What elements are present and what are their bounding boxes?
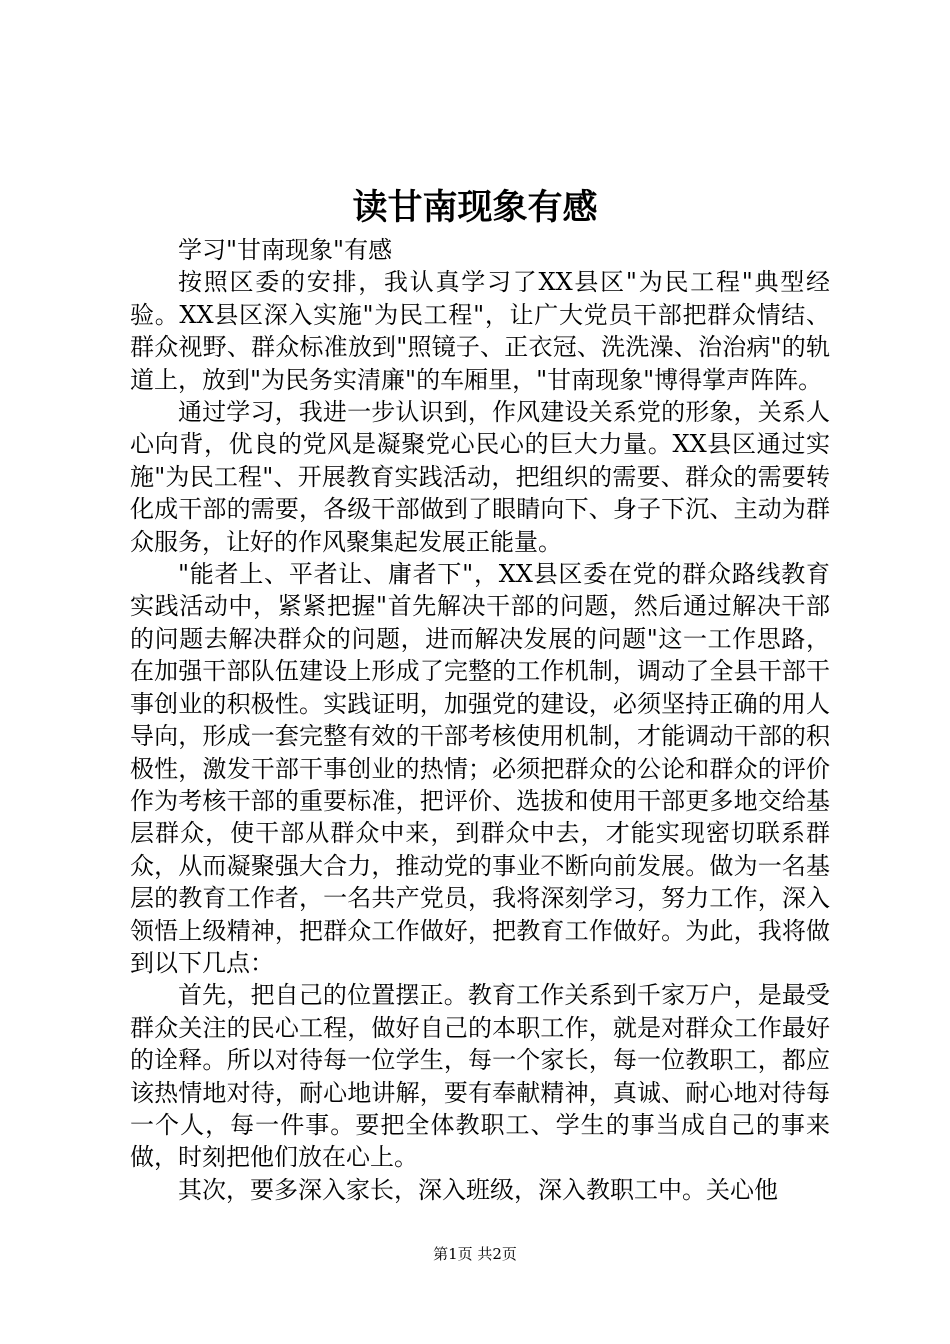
paragraph: 通过学习，我进一步认识到，作风建设关系党的形象，关系人心向背，优良的党风是凝聚党心民心的巨大力量。XX县区通过实施"为民工程"、开展教育实践活动，把组织的需要、群众的需要转化成干部的需要，各级干部做到了眼睛向下、身子下沉、主动为群众服务，让好的作风聚集起发展正能量。 <box>130 398 830 556</box>
paragraph: "能者上、平者让、庸者下"，XX县区委在党的群众路线教育实践活动中，紧紧把握"首先解决干部的问题，然后通过解决干部的问题去解决群众的问题，进而解决发展的问题"这一工作思路，在加强干部队伍建设上形成了完整的工作机制，调动了全县干部干事创业的积极性。实践证明，加强党的建设，必须坚持正确的用人导向，形成一套完整有效的干部考核使用机制，才能调动干部的积极性，激发干部干事创业的热情；必须把群众的公论和群众的评价作为考核干部的重要标准，把评价、选拔和使用干部更多地交给基层群众，使干部从群众中来，到群众中去，才能实现密切联系群众，从而凝聚强大合力，推动党的事业不断向前发展。做为一名基层的教育工作者，一名共产党员，我将深刻学习，努力工作，深入领悟上级精神，把群众工作做好，把教育工作做好。为此，我将做到以下几点： <box>130 560 830 977</box>
paragraph: 按照区委的安排，我认真学习了XX县区"为民工程"典型经验。XX县区深入实施"为民工程"，让广大党员干部把群众情结、群众视野、群众标准放到"照镜子、正衣冠、洗洗澡、治治病"的轨道上，放到"为民务实清廉"的车厢里，"甘南现象"博得掌声阵阵。 <box>130 268 830 394</box>
document-body <box>130 234 830 1206</box>
paragraph: 学习"甘南现象"有感 <box>178 236 393 264</box>
document-title: 读甘南现象有感 <box>352 187 598 228</box>
page-footer: 第1页 共2页 <box>433 1245 517 1263</box>
paragraph: 其次，要多深入家长，深入班级，深入教职工中。关心他 <box>178 1175 778 1204</box>
paragraph: 首先，把自己的位置摆正。教育工作关系到千家万户，是最受群众关注的民心工程，做好自己的本职工作，就是对群众工作最好的诠释。所以对待每一位学生，每一个家长，每一位教职工，都应该热情地对待，耐心地讲解，要有奉献精神，真诚、耐心地对待每一个人，每一件事。要把全体教职工、学生的事当成自己的事来做，时刻把他们放在心上。 <box>130 981 830 1172</box>
